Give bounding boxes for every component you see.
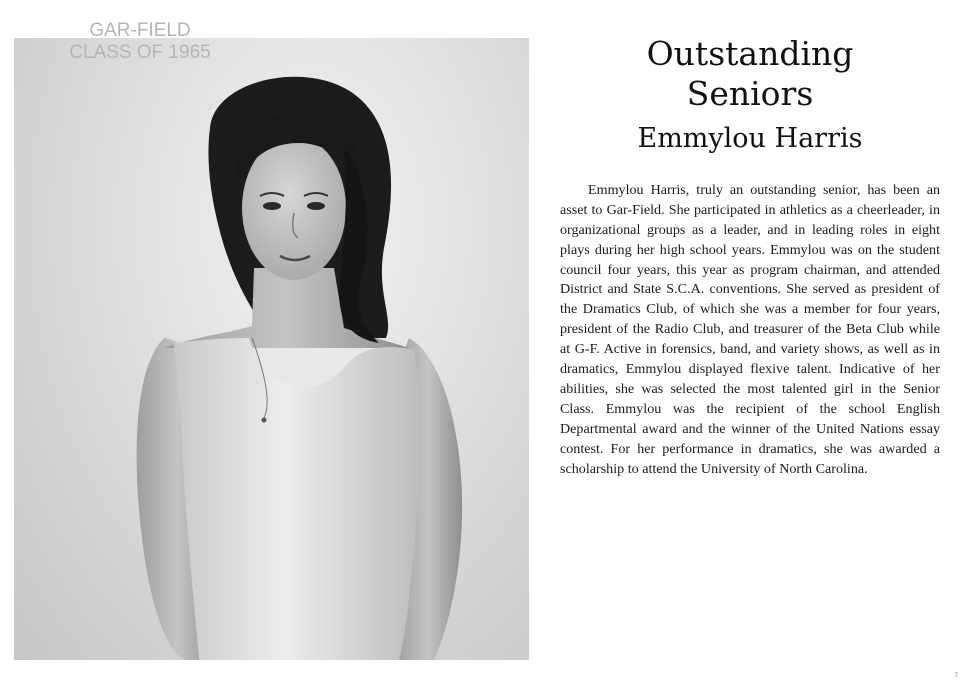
watermark-line-2: CLASS OF 1965 xyxy=(69,42,211,63)
section-title xyxy=(560,34,940,115)
article-column xyxy=(560,34,940,479)
title-line-seniors: Seniors xyxy=(686,74,814,114)
watermark-line-1: GAR-FIELD xyxy=(89,20,191,41)
corner-mark: т xyxy=(954,670,958,679)
title-line-outstanding: Outstanding xyxy=(646,34,854,73)
watermark xyxy=(50,20,230,64)
biography-paragraph: Emmylou Harris, truly an outstanding senior, has been an asset to Gar-Field. She participated in athletics as a cheerleader, in organizational groups as a leader, and in leading roles in eight plays during her high school years. Emmylou was on the student council four years, this year as program chairman, and attended District and State S.C.A. conventions. She served as president of the Dramatics Club, of which she was a member for four years, president of the Radio Club, and treasurer of the Beta Club while at G-F. Active in forensics, band, and variety shows, as well as in dramatics, Emmylou displayed flexive talent. Indicative of her abilities, she was selected the most talented girl in the Senior Class. Emmylou was the recipient of the school English Departmental award and the winner of the United Nations essay contest. For her performance in dramatics, she was awarded a scholarship to attend the University of North Carolina. xyxy=(560,181,940,477)
senior-name: Emmylou Harris xyxy=(637,122,863,154)
senior-portrait-photo xyxy=(14,38,529,660)
portrait-illustration xyxy=(14,38,529,660)
